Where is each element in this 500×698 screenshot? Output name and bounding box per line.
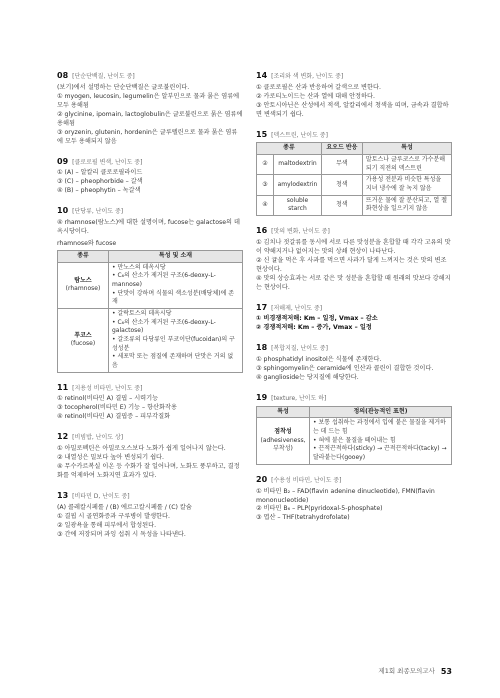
- table-header: 종류: [58, 250, 109, 262]
- question-tag: [복합지질, 난이도 중]: [271, 345, 328, 353]
- question-tag: [맛의 변화, 난이도 중]: [271, 228, 330, 236]
- question-tag: [단당류, 난이도 중]: [72, 208, 124, 216]
- table-header: 특성: [257, 406, 310, 418]
- table-header: 요오드 반응: [321, 143, 362, 155]
- question-number: 18: [256, 343, 268, 353]
- answer-line: ① retinol(비타민 A) 결핍 – 시력기능: [57, 395, 159, 403]
- question-17: [256, 302, 452, 334]
- question-11: [57, 382, 243, 423]
- question-13: [57, 490, 243, 540]
- table-cell-name: amylodextrin: [274, 175, 322, 195]
- list-item: • C₆의 산소가 제거된 구조(6-deoxy-L-mannose): [112, 272, 239, 289]
- answer-line: ① phosphatidyl inositol은 식물에 존재한다.: [256, 356, 382, 364]
- question-number: 14: [256, 71, 268, 80]
- answer-line: ① (A) – 알칼리 클로로필라이드: [57, 169, 143, 177]
- question-20: [256, 474, 452, 524]
- question-tag: [조리와 색 변화, 난이도 중]: [271, 73, 344, 80]
- table-header: 종류: [257, 143, 322, 155]
- answer-line: ② 일광욕을 통해 피부에서 합성된다.: [57, 521, 157, 529]
- question-10: [57, 205, 243, 373]
- answer-line: ② 내열성은 밀보다 높아 변성되기 쉽다.: [57, 454, 165, 462]
- answer-line: ④ retinol(비타민 A) 결핍증 – 피부각질화: [57, 413, 171, 421]
- question-14: [256, 70, 452, 120]
- table-cell-desc: 가용성 전분과 비슷한 특성을 지녀 냉수에 잘 녹지 않음: [362, 175, 451, 195]
- answer-line: ④ ganglioside는 당지질에 해당한다.: [256, 374, 359, 382]
- question-tag: [저해제, 난이도 중]: [271, 304, 323, 312]
- question-number: 15: [256, 129, 268, 139]
- left-column: [57, 70, 243, 549]
- answer-line: ③ sphingomyelin은 ceramide에 인산과 콜린이 결합한 것이다.: [256, 365, 434, 373]
- answer-line: ② 카로티노이드는 산과 열에 대해 안정하다.: [256, 92, 375, 100]
- question-number: 17: [256, 302, 268, 312]
- question-tag: [비빔밥, 난이도 상]: [72, 434, 124, 442]
- question-tag: [단순단백질, 난이도 중]: [72, 73, 135, 80]
- table-cell-desc: 말토스나 글루코스로 가수분해되기 직전의 덱스트린: [362, 155, 451, 175]
- list-item: • 끈적끈적하다(sticky) → 끈적끈적하다(tacky) → 달라붙는다(gooey): [313, 445, 448, 462]
- answer-line: ③ tocopherol(비타민 E) 기능 – 항산화작용: [57, 404, 177, 412]
- answer-line: ① 비타민 B₂ – FAD(flavin adenine dinucleotide), FMN(flavin mononucleotide): [256, 487, 435, 504]
- answer-line: ③ 엽산 – THF(tetrahydrofolate): [256, 514, 350, 522]
- table-cell-name: 점착성 (adhesiveness, 부착성): [257, 418, 310, 464]
- answer-line: ③ 안토시아닌은 산성에서 적색, 알칼리에서 청색을 띠며, 금속과 결합하면 변색되기 쉽다.: [256, 101, 449, 118]
- table-cell-desc: 뜨거운 물에 잘 분산되고, 열 젤화현상을 일으키지 않음: [362, 195, 451, 215]
- table-cell-desc: [109, 308, 243, 372]
- answer-line: ③ 간에 저장되며 과잉 섭취 시 독성을 나타낸다.: [57, 530, 186, 538]
- question-number: 10: [57, 206, 69, 216]
- right-column: [256, 70, 452, 532]
- answer-line: ② 경쟁적저해: Km – 증가, Vmax – 일정: [256, 324, 372, 332]
- list-item: • 단맛이 강하며 식물의 색소성분(배당체)에 존재: [112, 290, 239, 307]
- answer-line: ① 클로로필은 산과 반응하여 갈색으로 변한다.: [256, 83, 381, 91]
- list-item: • 혀에 붙은 물질을 떼어내는 힘: [313, 437, 448, 446]
- question-19: [256, 392, 452, 465]
- list-item: • 갈조류의 다당류인 푸코이단(fucoidan)의 구성성분: [112, 336, 239, 353]
- table-cell-name: 람노스 (rhamnose): [58, 262, 109, 308]
- table-title: rhamnose와 fucose: [57, 239, 117, 247]
- question-15: [256, 129, 452, 217]
- table-cell-name: soluble starch: [274, 195, 322, 215]
- answer-line: ① myogen, leucosin, legumelin은 알부민으로 물과 묽은 염류에 모두 용해됨: [57, 92, 240, 109]
- answer-line: ② glycinine, ipomain, lactoglobulin은 글로불린으로 묽은 염류에 용해됨: [57, 110, 243, 127]
- answer-line: ④ rhamnose(람노스)에 대한 설명이며, fucose는 galactose의 데옥시당이다.: [57, 218, 240, 235]
- answer-line: ④ 맛의 상승효과는 서로 같은 맛 성분을 혼합할 때 원래의 맛보다 강해지는 현상이다.: [256, 274, 451, 291]
- sugar-table: [57, 250, 243, 373]
- question-tag: [비타민 D, 난이도 중]: [72, 493, 130, 501]
- question-tag: [덱스트린, 난이도 중]: [271, 131, 328, 139]
- question-tag: [texture, 난이도 하]: [271, 395, 327, 403]
- answer-line: (보기)에서 설명하는 단순단백질은 글로불린이다.: [57, 83, 190, 91]
- answer-line: ③ oryzenin, glutenin, hordenin은 글루텔린으로 물과 묽은 염류에 모두 용해되지 않음: [57, 128, 238, 145]
- question-12: [57, 431, 243, 481]
- answer-line: ① 비경쟁적저해: Km – 일정, Vmax – 감소: [256, 315, 378, 323]
- footer-section-title: 제1회 최종모의고사: [378, 667, 435, 676]
- question-number: 16: [256, 226, 268, 236]
- answer-line: ③ (C) – pheophorbide – 갈색: [57, 178, 143, 186]
- table-cell-iodine: 청색: [321, 195, 362, 215]
- page-footer: [378, 666, 452, 678]
- answer-line: ④ 무수카르복실 이온 등 수화가 잘 일어나며, 노화도 풍부하고, 결정화를 억제하여 노화지연 효과가 있다.: [57, 463, 240, 480]
- question-number: 11: [57, 382, 69, 392]
- answer-line: ① 김치나 젓갈류를 동시에 서로 다른 맛성분을 혼합할 때 각각 고유의 맛이 약해지거나 없어지는 맛의 상쇄 현상이 나타난다.: [256, 238, 451, 255]
- question-number: 12: [57, 432, 69, 442]
- answer-line: ② 비타민 B₆ – PLP(pyridoxal-5-phosphate): [256, 505, 383, 513]
- dextrin-table: [256, 142, 452, 216]
- table-cell-iodine: 청색: [321, 175, 362, 195]
- question-18: [256, 342, 452, 383]
- table-row: [58, 262, 243, 308]
- table-cell-desc: [109, 262, 243, 308]
- question-09: [57, 156, 243, 197]
- answer-line: ④ (B) – pheophytin – 녹갈색: [57, 187, 141, 195]
- answer-line: ① 아밀로펙틴은 아밀로오스보다 노화가 쉽게 일어나지 않는다.: [57, 445, 226, 453]
- answer-line: ① 결핍 시 골연화증과 구루병이 발생한다.: [57, 512, 170, 520]
- table-header: 정의(관능적인 표현): [310, 406, 452, 418]
- table-cell-mark: ②: [257, 155, 274, 175]
- table-row: [257, 155, 452, 175]
- question-number: 19: [256, 393, 268, 403]
- table-header: 특성: [362, 143, 451, 155]
- table-cell-name: 푸코스 (fucose): [58, 308, 109, 372]
- table-row: [58, 308, 243, 372]
- answer-line: (A) 콜레칼시페롤 / (B) 에르고칼시페롤 / (C) 칼슘: [57, 503, 192, 511]
- list-item: • 갈락토스의 데옥시당: [112, 310, 239, 319]
- table-header: 특성 및 소재: [109, 250, 243, 262]
- question-tag: [수용성 비타민, 난이도 중]: [271, 476, 342, 484]
- question-number: 13: [57, 491, 69, 501]
- question-tag: [클로로필 변색, 난이도 중]: [72, 158, 143, 166]
- question-16: [256, 225, 452, 293]
- table-cell-desc: [310, 418, 452, 464]
- question-08: [57, 70, 243, 147]
- list-item: • C₆의 산소가 제거된 구조(6-deoxy-L-galactose): [112, 319, 239, 336]
- table-cell-iodine: 무색: [321, 155, 362, 175]
- table-row: [257, 195, 452, 215]
- table-row: [257, 418, 452, 464]
- list-item: • 만노스의 데옥시당: [112, 264, 239, 273]
- question-tag: [지용성 비타민, 난이도 중]: [72, 384, 143, 392]
- page-number: 53: [440, 667, 452, 677]
- question-number: 20: [256, 474, 268, 484]
- table-cell-mark: ④: [257, 195, 274, 215]
- list-item: • 보통 섭취하는 과정에서 입에 붙은 물질을 제거하는 데 드는 힘: [313, 419, 448, 436]
- answer-line: ② 신 귤을 먹은 후 사과를 먹으면 사과가 달게 느껴지는 것은 맛의 변조 현상이다.: [256, 256, 447, 273]
- table-cell-name: maltodextrin: [274, 155, 322, 175]
- question-number: 09: [57, 156, 69, 166]
- texture-table: [256, 406, 452, 465]
- list-item: • 세포막 또는 점질에 존재하며 단맛은 거의 없음: [112, 353, 239, 370]
- question-number: 08: [57, 71, 69, 80]
- table-cell-mark: ③: [257, 175, 274, 195]
- table-row: [257, 175, 452, 195]
